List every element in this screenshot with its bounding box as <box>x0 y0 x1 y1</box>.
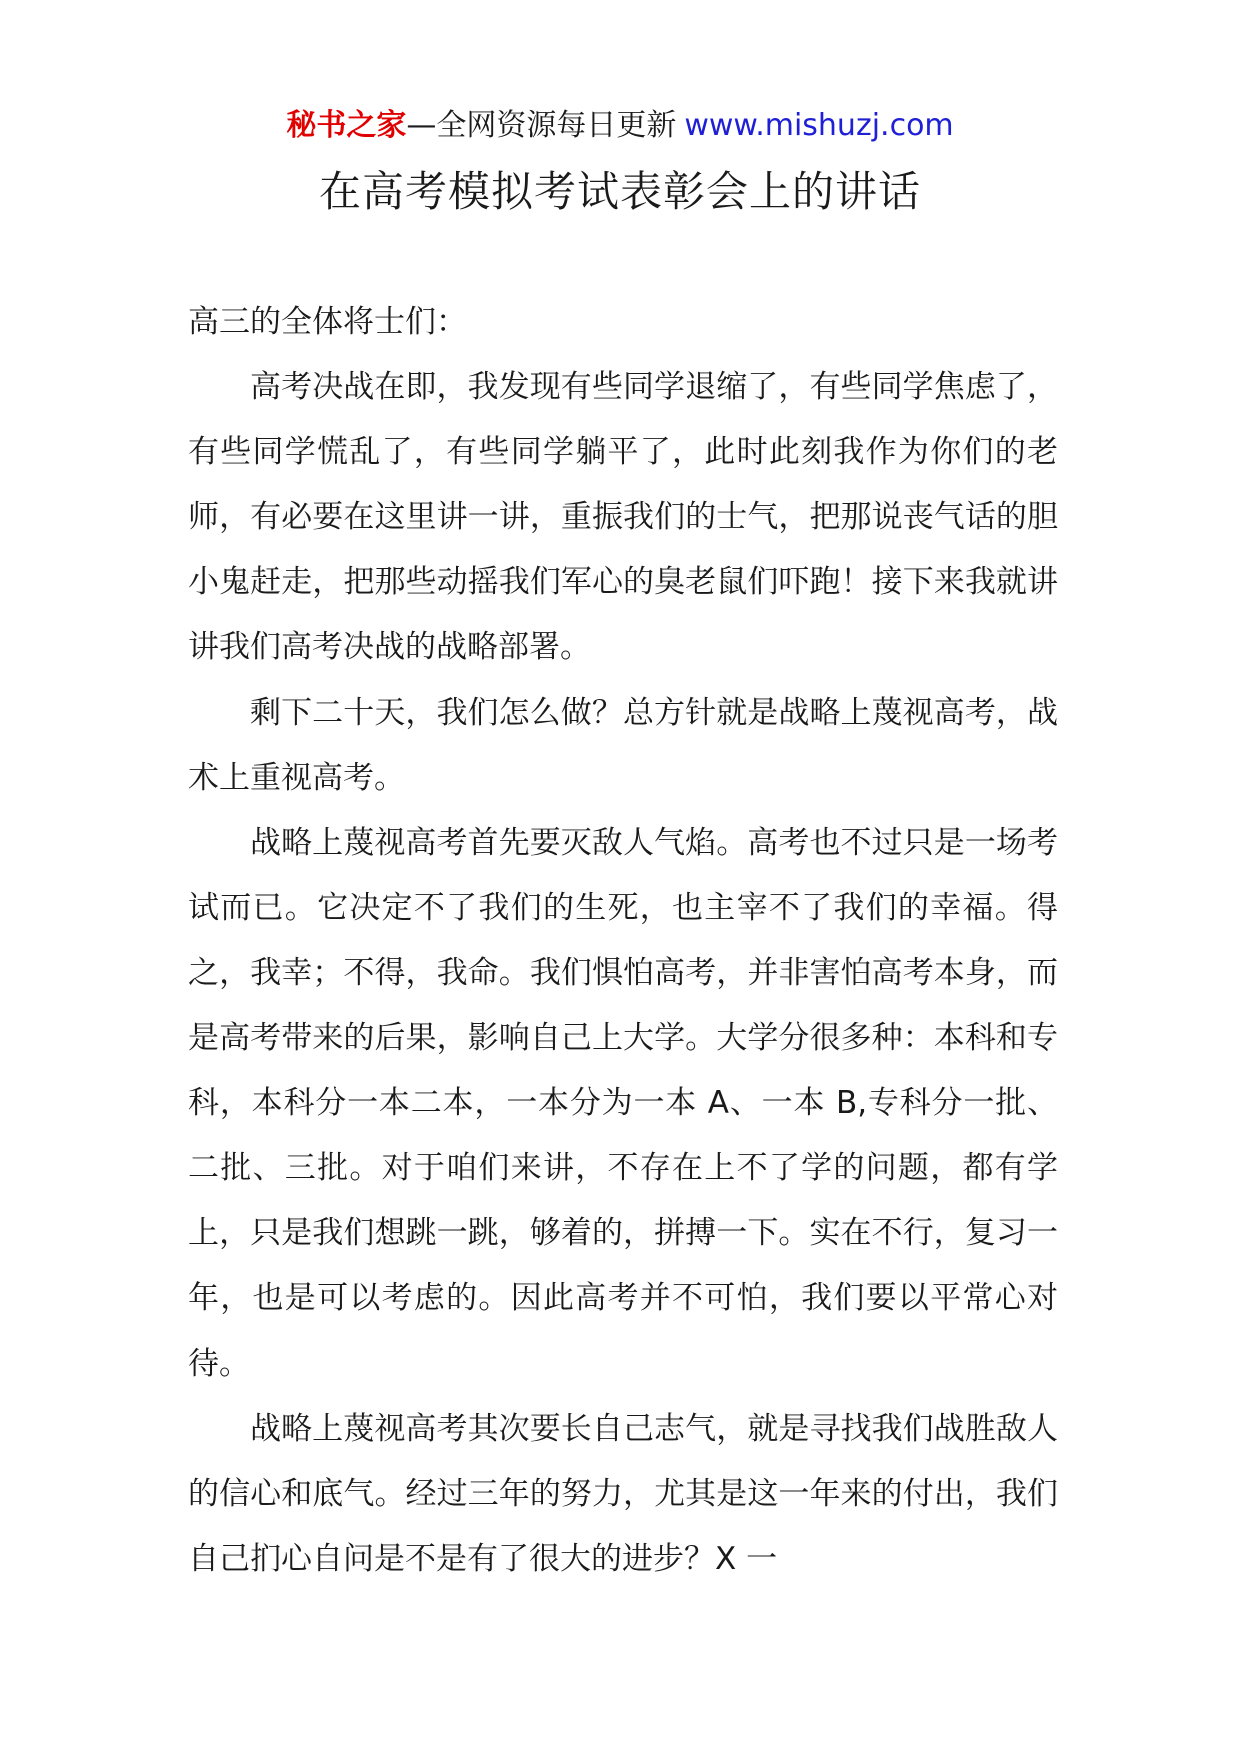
document-body <box>188 290 1058 1592</box>
paragraph: 战略上蔑视高考首先要灭敌人气焰。高考也不过只是一场考试而已。它决定不了我们的生死，也主宰不了我们的幸福。得之，我幸；不得，我命。我们惧怕高考，并非害怕高考本身，而是高考带来的后果，影响自己上大学。大学分很多种：本科和专科，本科分一本二本，一本分为一本 A、一本 B,专科分一批、二批、三批。对于咱们来讲，不存在上不了学的问题，都有学上，只是我们想跳一跳，够着的，拼搏一下。实在不行，复习一年，也是可以考虑的。因此高考并不可怕，我们要以平常心对待。 <box>188 824 1058 1382</box>
brand-name: 秘书之家 <box>286 108 407 143</box>
document-title: 在高考模拟考试表彰会上的讲话 <box>318 167 921 216</box>
site-url-link[interactable]: www.mishuzj.com <box>684 108 954 143</box>
paragraph: 战略上蔑视高考其次要长自己志气，就是寻找我们战胜敌人的信心和底气。经过三年的努力，尤其是这一年来的付出，我们自己扪心自问是不是有了很大的进步？X 一 <box>188 1410 1058 1577</box>
header-tagline: —全网资源每日更新 <box>406 108 677 143</box>
salutation: 高三的全体将士们： <box>188 304 467 340</box>
paragraph: 高考决战在即，我发现有些同学退缩了，有些同学焦虑了，有些同学慌乱了，有些同学躺平了，此时此刻我作为你们的老师，有必要在这里讲一讲，重振我们的士气，把那说丧气话的胆小鬼赶走，把那些动摇我们军心的臭老鼠们吓跑！接下来我就讲讲我们高考决战的战略部署。 <box>188 369 1058 666</box>
paragraph: 剩下二十天，我们怎么做？总方针就是战略上蔑视高考，战术上重视高考。 <box>188 694 1058 796</box>
site-header <box>0 104 1240 148</box>
